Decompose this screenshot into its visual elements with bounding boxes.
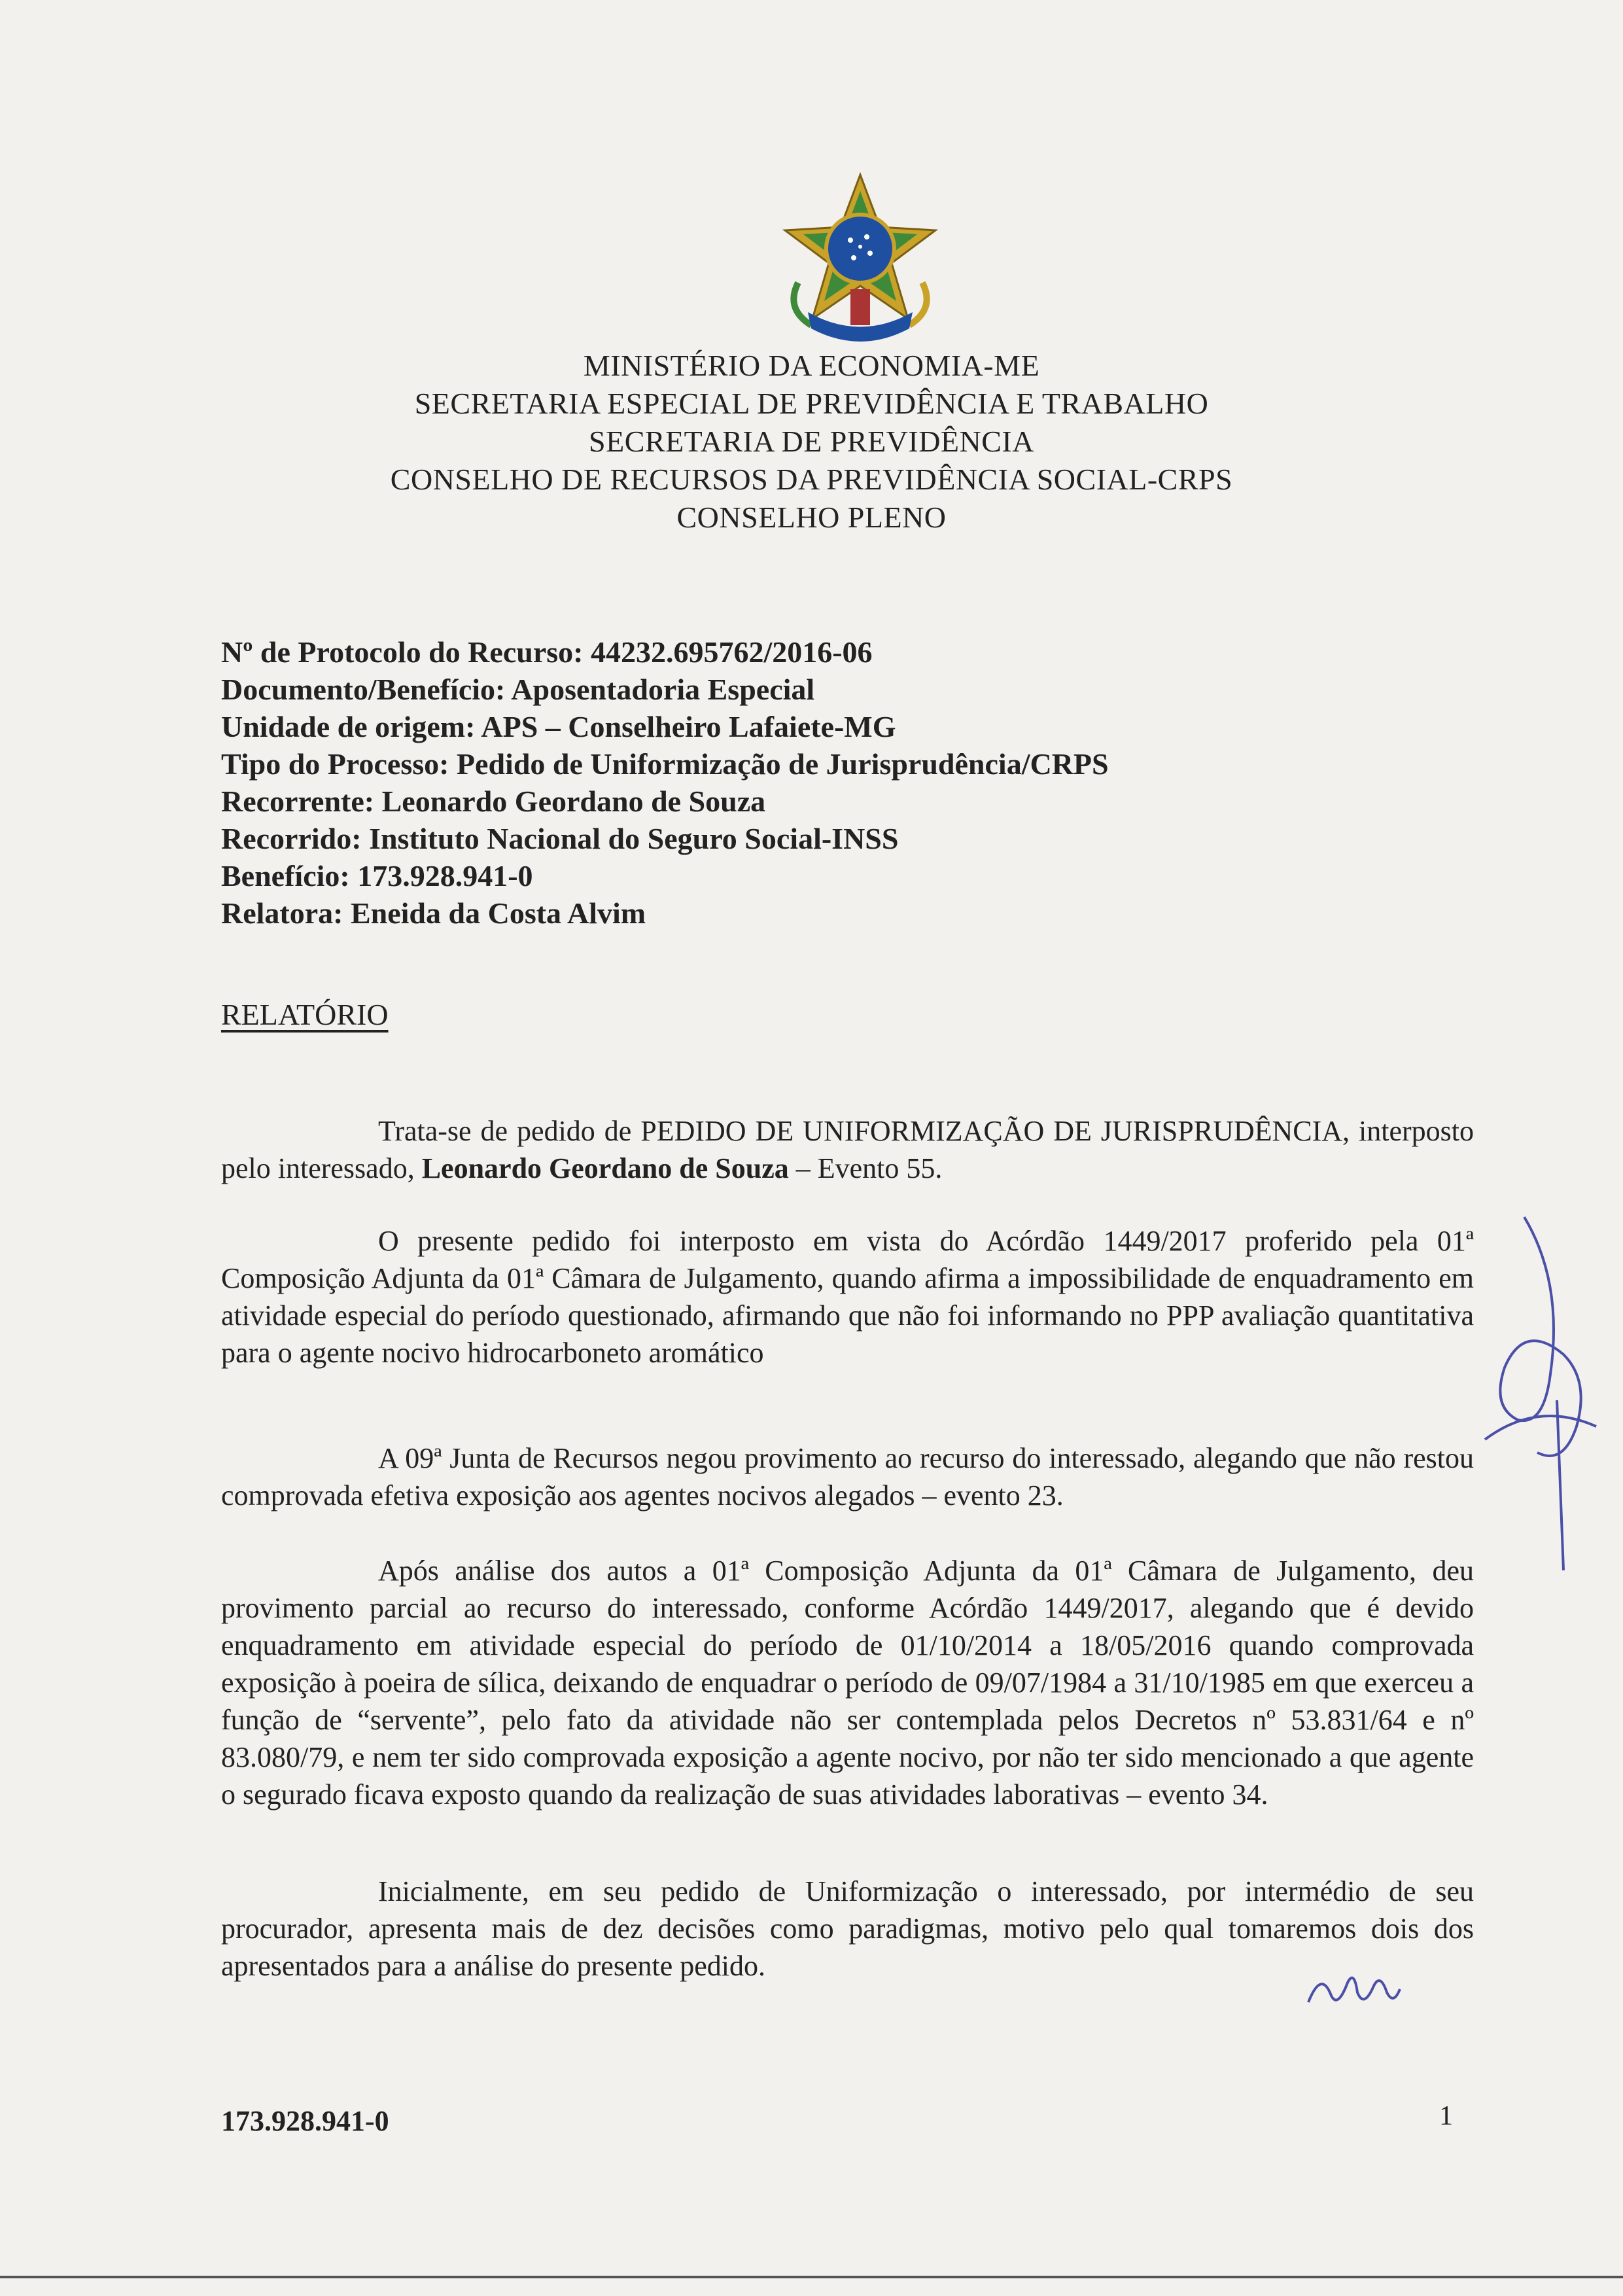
meta-document: Documento/Benefício: Aposentadoria Especial xyxy=(221,673,815,706)
meta-protocol: Nº de Protocolo do Recurso: 44232.695762/2016-06 xyxy=(221,635,873,669)
paragraph-3: A 09ª Junta de Recursos negou provimento ao recurso do interessado, alegando que não restou comprovada efetiva exposição aos agentes nocivos alegados – evento 23. xyxy=(221,1442,1474,1511)
handwritten-signature-icon xyxy=(1465,1204,1609,1597)
brazil-coat-of-arms-icon xyxy=(772,171,949,348)
header-ministry: MINISTÉRIO DA ECONOMIA-ME xyxy=(583,349,1040,382)
paragraph-5: Inicialmente, em seu pedido de Uniformização o interessado, por intermédio de seu procurador, apresenta mais de dez decisões como paradigmas, motivo pelo qual tomaremos dois dos apresentados para a análise do presente pedido. xyxy=(221,1875,1474,1982)
meta-benefit: Benefício: 173.928.941-0 xyxy=(221,859,533,892)
header-plenary: CONSELHO PLENO xyxy=(676,501,947,534)
header-council: CONSELHO DE RECURSOS DA PREVIDÊNCIA SOCIAL-CRPS xyxy=(390,463,1233,496)
document-header xyxy=(0,347,1623,537)
header-special-secretariat: SECRETARIA ESPECIAL DE PREVIDÊNCIA E TRABALHO xyxy=(414,387,1209,420)
paragraph-2: O presente pedido foi interposto em vista do Acórdão 1449/2017 proferido pela 01ª Composição Adjunta da 01ª Câmara de Julgamento, quando afirma a impossibilidade de enquadramento em atividade especial do período questionado, afirmando que não foi informando no PPP avaliação quantitativa para o agente nocivo hidrocarboneto aromático xyxy=(221,1225,1474,1369)
case-metadata xyxy=(221,633,1109,932)
bottom-divider xyxy=(0,2276,1623,2278)
footer-benefit-number: 173.928.941-0 xyxy=(221,2105,389,2137)
paragraph-1-name: Leonardo Geordano de Souza xyxy=(421,1152,789,1184)
handwritten-initials-icon xyxy=(1302,1956,1406,2015)
meta-rapporteur: Relatora: Eneida da Costa Alvim xyxy=(221,896,646,930)
paragraph-4: Após análise dos autos a 01ª Composição Adjunta da 01ª Câmara de Julgamento, deu provimento parcial ao recurso do interessado, conforme Acórdão 1449/2017, alegando que é devido enquadramento em atividade especial do período de 01/10/2014 a 18/05/2016 quando comprovada exposição à poeira de sílica, deixando de enquadrar o período de 09/07/1984 a 31/10/1985 em que exerceu a função de “servente”, pelo fato da atividade não ser contemplada pelos Decretos nº 53.831/64 e nº 83.080/79, e nem ter sido comprovada exposição a agente nocivo, por não ter sido mencionado a que agente o segurado ficava exposto quando da realização de suas atividades laborativas – evento 34. xyxy=(221,1555,1474,1810)
paragraph-1 xyxy=(221,1112,1474,1187)
paragraph-1-text: Trata-se de pedido de PEDIDO DE UNIFORMIZAÇÃO DE JURISPRUDÊNCIA, interposto pelo interessado, xyxy=(221,1115,1474,1184)
paragraph-1-event: – Evento 55. xyxy=(788,1152,943,1184)
header-secretariat: SECRETARIA DE PREVIDÊNCIA xyxy=(589,425,1034,458)
section-heading: RELATÓRIO xyxy=(221,998,389,1031)
page-number: 1 xyxy=(1439,2101,1453,2131)
meta-origin-unit: Unidade de origem: APS – Conselheiro Lafaiete-MG xyxy=(221,710,896,743)
meta-appellee: Recorrido: Instituto Nacional do Seguro Social-INSS xyxy=(221,822,899,855)
meta-process-type: Tipo do Processo: Pedido de Uniformização de Jurisprudência/CRPS xyxy=(221,747,1109,781)
meta-appellant: Recorrente: Leonardo Geordano de Souza xyxy=(221,785,766,818)
